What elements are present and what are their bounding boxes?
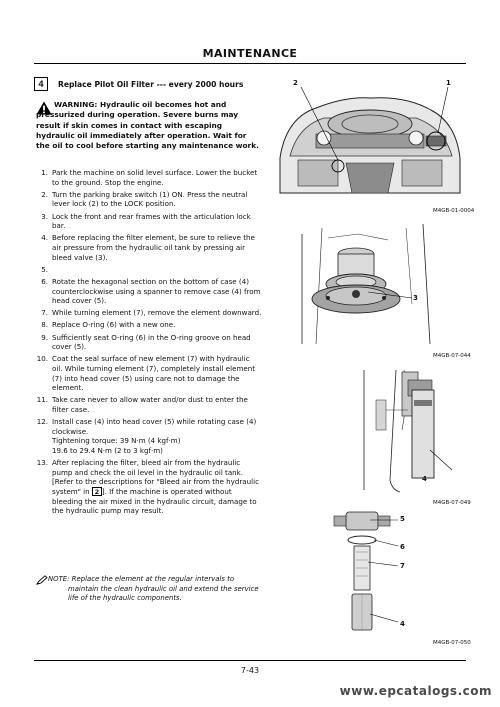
page-number: 7-43 <box>240 666 260 675</box>
figure-callout: 6 <box>400 543 405 551</box>
step-item: 12. Install case (4) into head cover (5) while rotating case (4) clockwise. Tightening torque: 39 N·m (4 kgf·m) 19.6 to 29.4 N·m (2 to 3 kgf·m) <box>36 417 257 455</box>
step-item: 6. Rotate the hexagonal section on the bottom of case (4) counterclockwise using a spanner to remove case (4) from head cover (5). <box>41 276 261 306</box>
figure-callout: 4 <box>422 475 427 483</box>
figure-cab-dashboard <box>276 78 464 203</box>
step-item: 13. After replacing the filter, bleed air from the hydraulic pump and check the oil level in the hydraulic oil tank. [Refer to the descriptions for "Bleed air from the hydraulic system" in 2 ]. If the machine is operated without bleeding the air mixed in the hydraulic circuit, damage to the hydraulic pump may result. <box>36 458 259 516</box>
step-item: 5. <box>41 264 48 274</box>
step-item: 11. Take care never to allow water and/or dust to enter the filter case. <box>36 395 248 414</box>
figure-callout: 2 <box>293 79 298 87</box>
header-rule <box>34 63 466 64</box>
page-header-title: MAINTENANCE <box>202 47 298 60</box>
figure-pilot-filter-location <box>356 370 466 495</box>
warning-text: WARNING: Hydraulic oil becomes hot and pressurized during operation. Severe burns may result if skin comes in contact with escaping hydraulic oil immediately after operation. Wait for the oil to cool before starting any maintenance work. <box>36 100 259 151</box>
step-item: 1. Park the machine on solid level surface. Lower the bucket to the ground. Stop the engine. <box>41 168 258 187</box>
figure-callout: 3 <box>413 294 418 302</box>
step-item: 8. Replace O-ring (6) with a new one. <box>41 320 176 330</box>
figure-caption: M4GB-07-044 <box>433 353 471 359</box>
figure-callout: 7 <box>400 562 405 570</box>
step-item: 9. Sufficiently seat O-ring (6) in the O-ring groove on head cover (5). <box>41 332 251 352</box>
note-block <box>36 575 264 604</box>
figure-filter-exploded <box>320 510 430 635</box>
torque-spec: 19.6 to 29.4 N·m (2 to 3 kgf·m) <box>52 445 163 455</box>
step-item: 7. While turning element (7), remove the element downward. <box>41 308 262 318</box>
note-label: NOTE: <box>48 575 70 583</box>
figure-caption: M4GB-07-050 <box>433 640 471 646</box>
warning-block <box>36 100 262 151</box>
note-text: Replace the element at the regular intervals to maintain the clean hydraulic oil and extend the service life of the hydraulic components. <box>68 575 259 602</box>
step-item: 2. Turn the parking brake switch (1) ON. Press the neutral lever lock (2) to the LOCK position. <box>41 189 248 209</box>
figure-callout: 1 <box>446 79 451 87</box>
section-title: Replace Pilot Oil Filter --- every 2000 hours <box>58 80 244 89</box>
torque-spec: Tightening torque: 39 N·m (4 kgf·m) <box>52 436 181 446</box>
figure-callout: 5 <box>400 515 405 523</box>
figure-caption: M4GB-07-049 <box>433 500 471 506</box>
figure-callout: 4 <box>400 620 405 628</box>
figure-caption: M4GB-01-0004 <box>433 208 475 214</box>
step-item: 4. Before replacing the filter element, be sure to relieve the air pressure from the hydraulic oil tank by pressing air bleed valve (3). <box>41 233 255 262</box>
section-number-box: 4 <box>34 77 48 91</box>
procedure-steps <box>36 168 262 518</box>
watermark: www.epcatalogs.com <box>339 684 492 698</box>
footer-rule <box>34 660 466 661</box>
figure-air-bleed-valve <box>298 224 446 348</box>
section-reference-box: 2 <box>92 487 102 496</box>
step-item: 3. Lock the front and rear frames with the articulation lock bar. <box>41 211 251 231</box>
step-item: 10. Coat the seal surface of new element (7) with hydraulic oil. While turning element (7), completely install element (7) into head cover (5) using care not to damage the element. <box>36 354 256 393</box>
